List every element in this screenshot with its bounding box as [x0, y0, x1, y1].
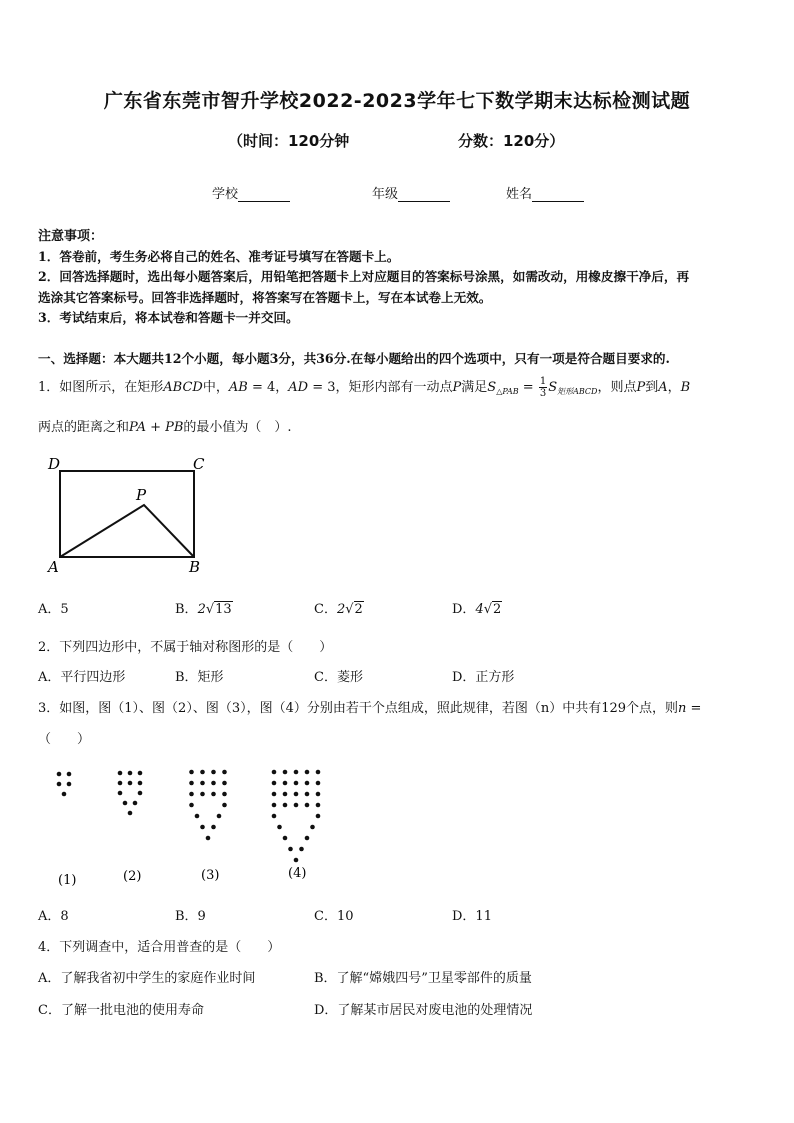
q3-option-c[interactable]: C．10: [314, 909, 354, 924]
exam-score: 分数：120分）: [458, 132, 565, 150]
pattern-dot: [195, 814, 200, 819]
pattern-dot: [316, 814, 321, 819]
pattern-dot: [211, 825, 216, 830]
q1-option-a[interactable]: A．5: [38, 602, 69, 617]
pattern-dot: [189, 792, 194, 797]
q2-option-c[interactable]: C．菱形: [314, 670, 363, 685]
pattern-dot: [123, 801, 128, 806]
pattern-dot: [200, 825, 205, 830]
pattern-dot: [299, 847, 304, 852]
label-d: D: [48, 455, 61, 473]
dot-patterns: [57, 770, 321, 863]
note-item: 选涂其它答案标号。回答非选择题时，将答案写在答题卡上，写在本试卷上无效。: [38, 290, 492, 305]
rectangle-figure: [40, 450, 220, 580]
pattern-dot: [283, 836, 288, 841]
pattern-dot: [128, 781, 133, 786]
pattern-dot: [189, 770, 194, 775]
pattern-dot: [217, 814, 222, 819]
q2-option-b[interactable]: B．矩形: [175, 670, 224, 685]
q1-option-b[interactable]: B．2√13: [175, 602, 232, 617]
pattern-dot: [200, 770, 205, 775]
q1-option-c[interactable]: C．2√2: [314, 602, 363, 617]
pattern-dot: [272, 792, 277, 797]
note-item: 3．考试结束后，将本试卷和答题卡一并交回。: [38, 310, 299, 325]
exam-title: 广东省东莞市智升学校2022-2023学年七下数学期末达标检测试题: [103, 90, 691, 112]
pattern-dot: [305, 781, 310, 786]
pattern-dot: [138, 781, 143, 786]
pattern-dot: [200, 781, 205, 786]
pattern-dot: [288, 847, 293, 852]
q2-option-d[interactable]: D．正方形: [452, 670, 515, 685]
pattern-dot: [211, 781, 216, 786]
q2-option-a[interactable]: A．平行四边形: [38, 670, 126, 685]
pattern-dot: [305, 770, 310, 775]
pattern-dot: [133, 801, 138, 806]
triangle-pab: [60, 505, 194, 557]
pattern-dot: [57, 782, 62, 787]
q3-option-d[interactable]: D．11: [452, 909, 492, 924]
q1-stem-line2: 两点的距离之和PA + PB的最小值为（ ）.: [38, 420, 292, 435]
pattern-dot: [316, 803, 321, 808]
pattern-dot: [189, 803, 194, 808]
q1-stem-line1: 1．如图所示，在矩形ABCD中，AB = 4，AD = 3，矩形内部有一动点P满足$S_{\triangle PAB}$ = $\frac{1}{3}$ $S_{矩形ABCD}$，则点P到A，B: [38, 376, 691, 399]
pattern-dot: [128, 771, 133, 776]
exam-time: （时间：120分钟: [228, 132, 350, 150]
pattern-dot: [310, 825, 315, 830]
pattern-dot: [283, 792, 288, 797]
pattern-dot: [67, 782, 72, 787]
pattern-dot: [206, 836, 211, 841]
dot-pattern-figure: [40, 760, 350, 890]
q3-option-a[interactable]: A．8: [38, 909, 69, 924]
school-label: 学校: [212, 187, 239, 202]
figure-label-3: (3): [201, 868, 220, 883]
note-item: 2．回答选择题时，选出每小题答案后，用铅笔把答题卡上对应题目的答案标号涂黑，如需改动，用橡皮擦干净后，再: [38, 269, 690, 284]
pattern-dot: [305, 803, 310, 808]
pattern-dot: [316, 781, 321, 786]
pattern-dot: [294, 792, 299, 797]
pattern-dot: [272, 803, 277, 808]
pattern-dot: [118, 771, 123, 776]
pattern-dot: [294, 803, 299, 808]
pattern-dot: [277, 825, 282, 830]
grade-blank: [398, 189, 450, 202]
pattern-dot: [222, 803, 227, 808]
pattern-dot: [305, 792, 310, 797]
pattern-dot: [118, 781, 123, 786]
pattern-dot: [272, 770, 277, 775]
note-item: 1．答卷前，考生务必将自己的姓名、准考证号填写在答题卡上。: [38, 249, 400, 264]
pattern-dot: [294, 858, 299, 863]
grade-field: [372, 183, 450, 202]
label-p: P: [136, 486, 147, 504]
pattern-dot: [211, 770, 216, 775]
pattern-dot: [305, 836, 310, 841]
pattern-dot: [118, 791, 123, 796]
section-heading: 一、选择题：本大题共12个小题，每小题3分，共36分.在每小题给出的四个选项中，只有一项是符合题目要求的.: [38, 351, 670, 366]
pattern-dot: [316, 792, 321, 797]
q3-blank: （ ）: [38, 732, 91, 747]
q4-option-c[interactable]: C．了解一批电池的使用寿命: [38, 1003, 204, 1018]
name-label: 姓名: [506, 187, 533, 202]
pattern-dot: [283, 781, 288, 786]
pattern-dot: [138, 791, 143, 796]
pattern-dot: [138, 771, 143, 776]
pattern-dot: [222, 770, 227, 775]
pattern-dot: [211, 792, 216, 797]
figure-label-1: (1): [58, 873, 77, 888]
q4-option-a[interactable]: A．了解我省初中学生的家庭作业时间: [38, 971, 256, 986]
grade-label: 年级: [372, 187, 399, 202]
pattern-dot: [128, 811, 133, 816]
q3-stem: 3．如图，图（1）、图（2）、图（3），图（4）分别由若干个点组成，照此规律，若图（n）中共有129个点，则n =: [38, 701, 702, 716]
school-blank: [238, 189, 290, 202]
notes-title: 注意事项：: [38, 229, 104, 244]
label-c: C: [193, 455, 205, 473]
q1-option-d[interactable]: D．4√2: [452, 602, 502, 617]
q2-stem: 2．下列四边形中，不属于轴对称图形的是（ ）: [38, 640, 333, 655]
figure-label-2: (2): [123, 869, 142, 884]
school-field: [212, 183, 290, 202]
pattern-dot: [283, 803, 288, 808]
pattern-dot: [222, 792, 227, 797]
name-blank: [532, 189, 584, 202]
name-field: [506, 183, 584, 202]
label-b: B: [189, 558, 201, 576]
pattern-dot: [67, 772, 72, 777]
pattern-dot: [62, 792, 67, 797]
pattern-dot: [272, 781, 277, 786]
pattern-dot: [222, 781, 227, 786]
q3-option-b[interactable]: B．9: [175, 909, 206, 924]
pattern-dot: [294, 770, 299, 775]
pattern-dot: [189, 781, 194, 786]
q4-stem: 4．下列调查中，适合用普查的是（ ）: [38, 940, 281, 955]
pattern-dot: [283, 770, 288, 775]
label-a: A: [48, 558, 59, 576]
pattern-dot: [272, 814, 277, 819]
pattern-dot: [294, 781, 299, 786]
pattern-dot: [200, 792, 205, 797]
fraction-one-third: $\frac{1}{3}$: [539, 376, 547, 399]
pattern-dot: [57, 772, 62, 777]
figure-label-4: (4): [288, 866, 307, 881]
q4-option-b[interactable]: B．了解“嫦娥四号”卫星零部件的质量: [314, 971, 532, 986]
pattern-dot: [316, 770, 321, 775]
q4-option-d[interactable]: D．了解某市居民对废电池的处理情况: [314, 1003, 533, 1018]
